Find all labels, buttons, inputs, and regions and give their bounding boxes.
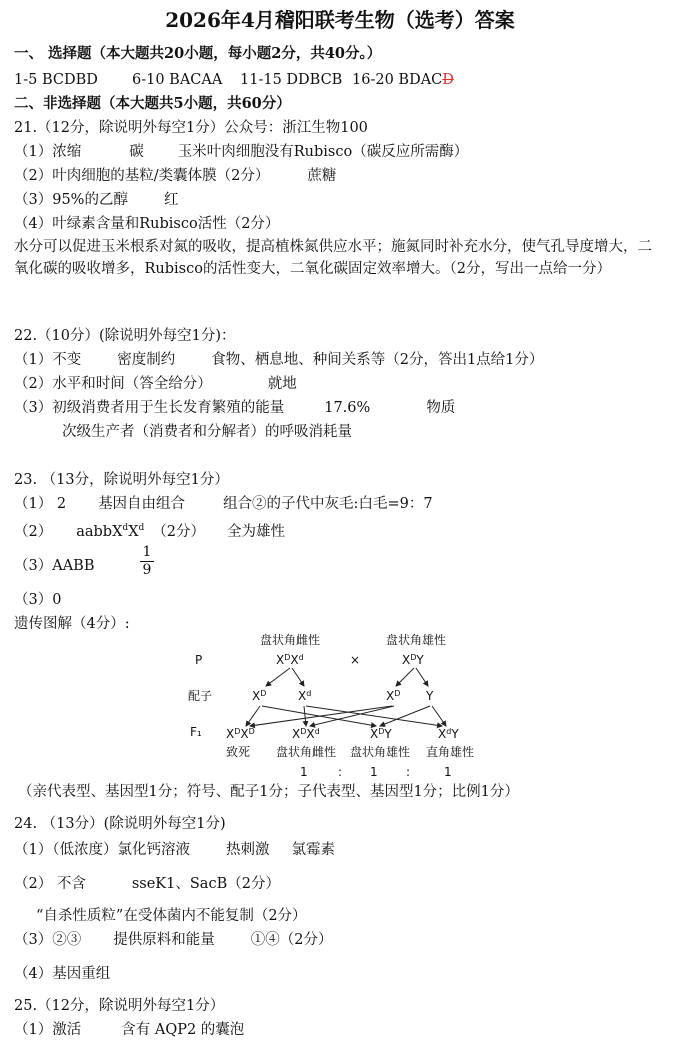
gamete-xd-female: $X^D$	[252, 689, 267, 703]
row-label-p: P	[195, 653, 203, 667]
fraction-one-ninth: $\frac{1}{9}$	[140, 544, 154, 579]
offspring-pheno-1: 致死	[226, 745, 251, 759]
q21-line3: （3）95%的乙醇 红	[14, 192, 179, 208]
row-label-gamete: 配子	[188, 689, 213, 703]
struck-answer: D	[442, 72, 454, 88]
q24-line2: （2） 不含 sseK1、SacB（2分）	[14, 876, 280, 892]
male-phenotype: 盘状角雄性	[386, 633, 447, 647]
offspring-geno-4: $X^dY$	[438, 727, 459, 741]
q24-line5: （4）基因重组	[14, 966, 111, 982]
q21-line1: （1）浓缩 碳 玉米叶肉细胞没有Rubisco（碳反应所需酶）	[14, 144, 469, 160]
q22-line3: （3）初级消费者用于生长发育繁殖的能量 17.6% 物质	[14, 400, 456, 416]
offspring-geno-1: $X^DX^D$	[226, 727, 255, 741]
ratio-3: 1	[444, 765, 452, 779]
q22-heading: 22.（10分）(除说明外每空1分)：	[14, 328, 236, 344]
q23-heading: 23. （13分，除说明外每空1分）	[14, 472, 229, 488]
offspring-pheno-2: 盘状角雌性	[276, 745, 337, 759]
female-genotype: $X^DX^d$	[276, 653, 304, 667]
q23-line2: （2） $aabbX^dX^d$ （2分） 全为雄性	[14, 523, 286, 540]
q21-explanation: 水分可以促进玉米根系对氮的吸收，提高植株氮供应水平；施氮同时补充水分，使气孔导度增大，二氧化碳的吸收增多，Rubisco的活性变大，二氧化碳固定效率增大。（2分，写出一点给一分）	[14, 239, 652, 277]
q25-heading: 25.（12分，除说明外每空1分）	[14, 998, 225, 1014]
ratio-1: 1	[300, 765, 308, 779]
offspring-pheno-3: 盘状角雄性	[350, 745, 411, 759]
ratio-2: 1	[370, 765, 378, 779]
gamete-y: Y	[426, 689, 434, 703]
section2-heading: 二、非选择题（本大题共5小题，共60分）	[14, 95, 291, 112]
gamete-xd-male: $X^D$	[386, 689, 401, 703]
genetic-diagram	[180, 628, 480, 780]
q21-line2: （2）叶肉细胞的基粒/类囊体膜（2分） 蔗糖	[14, 168, 337, 184]
offspring-geno-2: $X^DX^d$	[292, 727, 320, 741]
q21-line4: （4）叶绿素含量和Rubisco活性（2分）	[14, 216, 280, 232]
cross-symbol: ×	[350, 653, 361, 667]
q22-line4: 次级生产者（消费者和分解者）的呼吸消耗量	[62, 424, 352, 440]
q24-heading: 24. （13分）(除说明外每空1分)	[14, 816, 226, 832]
answers-11-15: 11-15 DDBCB	[240, 72, 343, 88]
q23-line3: （3）AABB	[14, 558, 95, 574]
q22-line2: （2）水平和时间（答全给分） 就地	[14, 376, 297, 392]
q25-line1: （1）激活 含有 AQP2 的囊泡	[14, 1022, 245, 1038]
ratio-sep-1: :	[338, 765, 343, 779]
q24-line4: （3）②③ 提供原料和能量 ①④（2分）	[14, 932, 333, 948]
q21-heading: 21.（12分，除说明外每空1分）公众号：浙江生物100	[14, 120, 368, 136]
section1-heading: 一、 选择题（本大题共20小题，每小题2分，共40分。）	[14, 45, 382, 62]
q23-line4: （3）0	[14, 592, 62, 608]
gamete-xd-small: $X^d$	[298, 689, 312, 703]
diagram-title: 遗传图解（4分）:	[14, 616, 130, 632]
row-label-f1: F₁	[190, 725, 202, 739]
offspring-geno-3: $X^DY$	[370, 727, 392, 741]
diagram-scoring-note: （亲代表型、基因型1分；符号、配子1分；子代表型、基因型1分；比例1分）	[18, 784, 519, 800]
q23-line1: （1） 2 基因自由组合 组合②的子代中灰毛:白毛=9：7	[14, 496, 433, 512]
ratio-sep-2: :	[406, 765, 411, 779]
page-title: 2026年4月稽阳联考生物（选考）答案	[165, 8, 515, 32]
q24-line3: “自杀性质粒”在受体菌内不能复制（2分）	[36, 908, 307, 924]
male-genotype: $X^DY$	[402, 653, 424, 667]
answers-16-20: 16-20 BDACD	[352, 72, 454, 88]
female-phenotype: 盘状角雌性	[260, 633, 321, 647]
q22-line1: （1）不变 密度制约 食物、栖息地、种间关系等（2分，答出1点给1分）	[14, 352, 544, 368]
offspring-pheno-4: 直角雄性	[426, 745, 475, 759]
answers-1-5: 1-5 BCDBD	[14, 72, 98, 88]
q24-line1: （1）（低浓度）氯化钙溶液 热刺激 氯霉素	[14, 842, 335, 858]
answers-6-10: 6-10 BACAA	[132, 72, 223, 88]
